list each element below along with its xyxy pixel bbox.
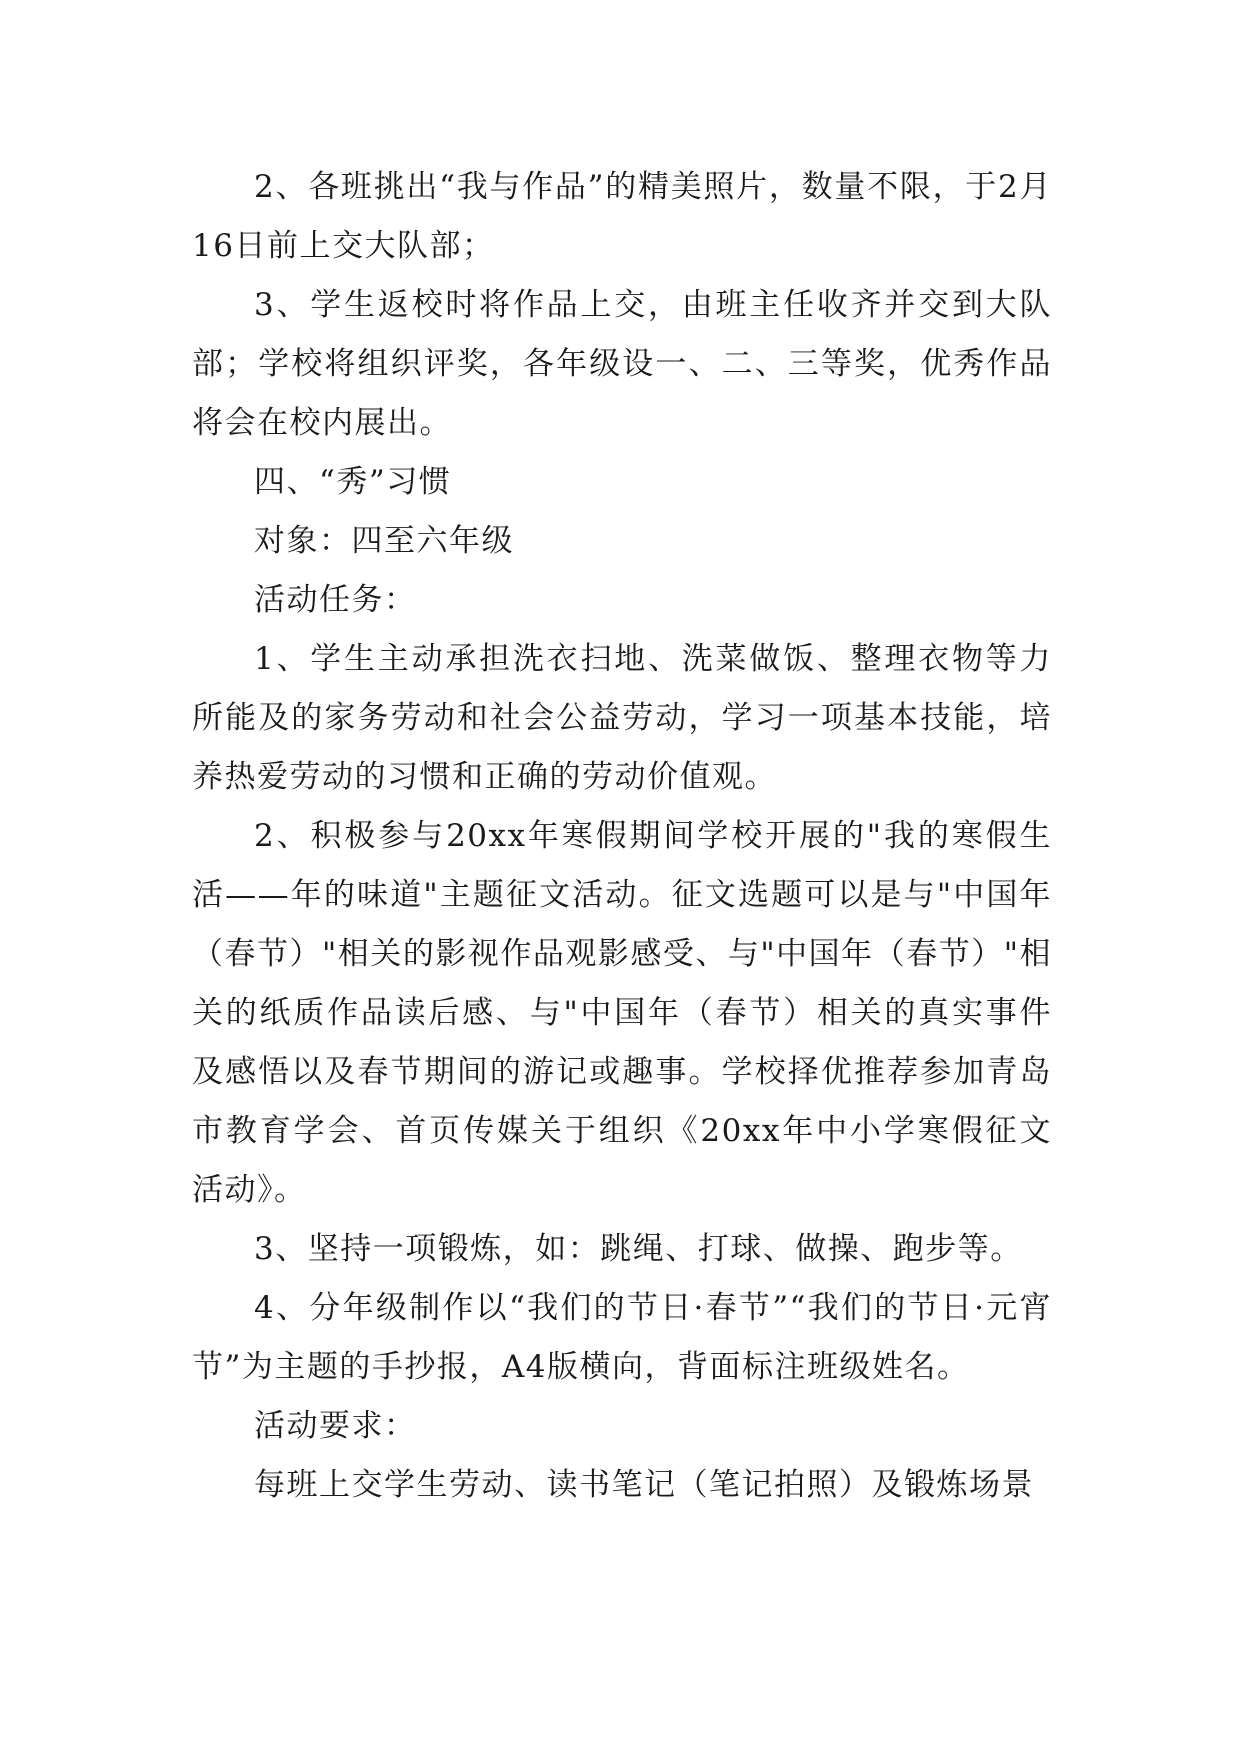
section-heading-habits: 四、“秀”习惯 [254,464,452,500]
paragraph-target-grades: 对象：四至六年级 [254,523,514,559]
paragraph-task-housework: 1、学生主动承担洗衣扫地、洗菜做饭、整理衣物等力所能及的家务劳动和社会公益劳动，学习一项基本技能，培养热爱劳动的习惯和正确的劳动价值观。 [192,641,1052,795]
label-activity-tasks: 活动任务： [254,582,417,618]
paragraph-task-newspaper: 4、分年级制作以“我们的节日·春节”“我们的节日·元宵节”为主题的手抄报，A4版横向，背面标注班级姓名。 [192,1290,1052,1385]
document-body [192,158,1052,1515]
paragraph-photos-submission: 2、各班挑出“我与作品”的精美照片，数量不限，于2月16日前上交大队部； [192,169,1052,264]
paragraph-works-submission: 3、学生返校时将作品上交，由班主任收齐并交到大队部；学校将组织评奖，各年级设一、二、三等奖，优秀作品将会在校内展出。 [192,287,1052,441]
paragraph-task-exercise: 3、坚持一项锻炼，如：跳绳、打球、做操、跑步等。 [254,1231,1023,1267]
paragraph-task-essay: 2、积极参与20xx年寒假期间学校开展的"我的寒假生活——年的味道"主题征文活动。征文选题可以是与"中国年（春节）"相关的影视作品观影感受、与"中国年（春节）"相关的纸质作品读后感、与"中国年（春节）相关的真实事件及感悟以及春节期间的游记或趣事。学校择优推荐参加青岛市教育学会、首页传媒关于组织《20xx年中小学寒假征文活动》。 [192,818,1052,1208]
paragraph-requirements: 每班上交学生劳动、读书笔记（笔记拍照）及锻炼场景 [254,1467,1034,1503]
label-activity-requirements: 活动要求： [254,1408,417,1444]
